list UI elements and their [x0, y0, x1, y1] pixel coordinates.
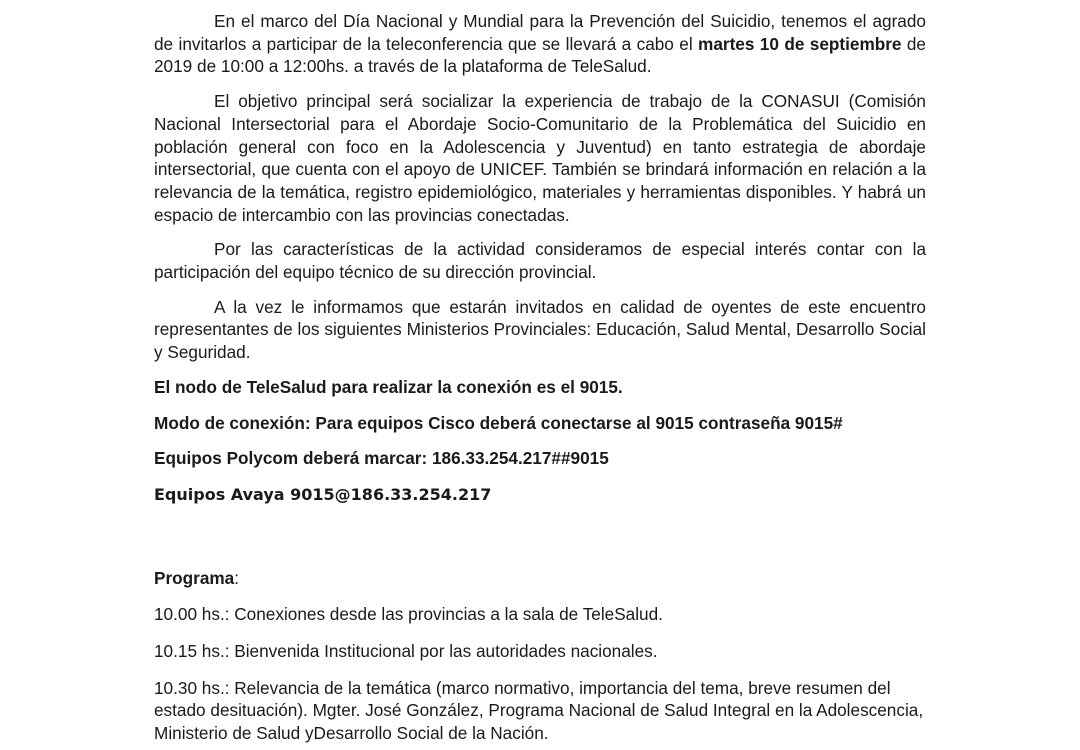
programa-item: 10.15 hs.: Bienvenida Institucional por las autoridades nacionales.	[154, 641, 658, 662]
programa-item: 10.00 hs.: Conexiones desde las provincias a la sala de TeleSalud.	[154, 604, 663, 625]
intro-text-a: En el marco del Día Nacional y Mundial para la Prevención del Suicidio, tenemos el agrado de invitarlos a participar de la teleconferencia que se llevará a cabo el	[154, 11, 926, 54]
participation-paragraph: Por las características de la actividad consideramos de especial interés contar con la participación del equipo técnico de su dirección provincial.	[154, 239, 926, 283]
intro-text-c: de 2019 de 10:00 a 12:00hs. a través de la plataforma de TeleSalud.	[154, 33, 926, 77]
avaya-line: Equipos Avaya 9015@186.33.254.217	[154, 484, 492, 504]
programa-heading-line	[154, 567, 926, 590]
invitees-paragraph: A la vez le informamos que estarán invitados en calidad de oyentes de este encuentro representantes de los siguientes Ministerios Provinciales: Educación, Salud Mental, Desarrollo Social y Seguridad.	[154, 296, 926, 363]
node-line: El nodo de TeleSalud para realizar la conexión es el 9015.	[154, 376, 623, 397]
programa-colon: :	[234, 567, 240, 588]
cisco-line: Modo de conexión: Para equipos Cisco deberá conectarse al 9015 contraseña 9015#	[154, 412, 843, 433]
objective-paragraph: El objetivo principal será socializar la experiencia de trabajo de la CONASUI (Comisión Nacional Intersectorial para el Abordaje Socio-Comunitario de la Problemática del Suicidio en población general con foco en la Adolescencia y Juventud) en tanto estrategia de abordaje intersectorial, que cuenta con el apoyo de UNICEF. También se brindará información en relación a la relevancia de la temática, registro epidemiológico, materiales y herramientas disponibles. Y habrá un espacio de intercambio con las provincias conectadas.	[154, 91, 926, 225]
programa-heading: Programa	[154, 567, 235, 588]
document-page	[154, 10, 926, 745]
polycom-line: Equipos Polycom deberá marcar: 186.33.254.217##9015	[154, 448, 609, 469]
intro-date-bold: martes 10 de septiembre	[698, 33, 902, 54]
programa-item: 10.30 hs.: Relevancia de la temática (marco normativo, importancia del tema, breve resumen del estado desituación). Mgter. José González, Programa Nacional de Salud Integral en la Adolescencia, Ministerio de Salud yDesarrollo Social de la Nación.	[154, 677, 924, 744]
intro-paragraph	[154, 10, 926, 78]
